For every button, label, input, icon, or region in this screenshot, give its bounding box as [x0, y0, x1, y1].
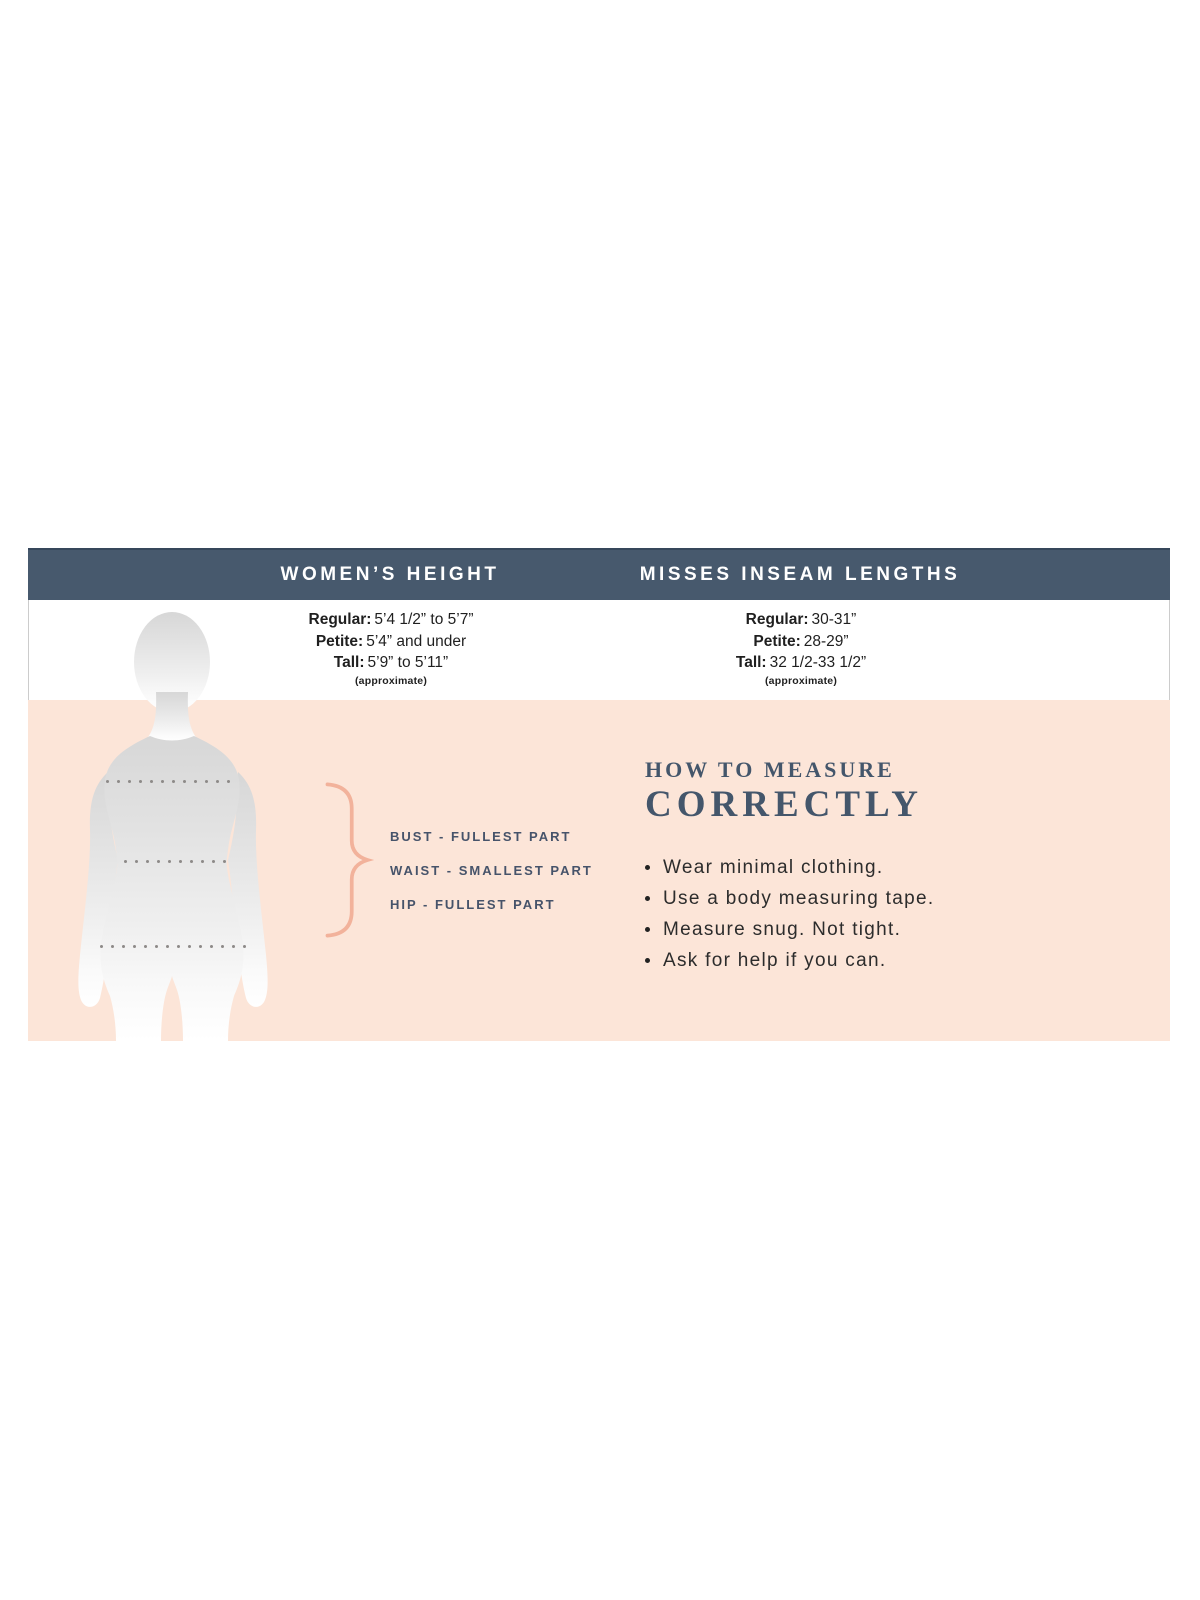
spec-value: 5’4 1/2” to 5’7”: [374, 611, 474, 628]
section-heading-line2: CORRECTLY: [645, 784, 924, 825]
tip-item: Measure snug. Not tight.: [645, 914, 934, 945]
female-body-silhouette-icon: [58, 610, 290, 1041]
spec-value: 28-29”: [803, 632, 849, 650]
spec-value: 5’9” to 5’11”: [367, 654, 449, 671]
spec-row: [591, 631, 1011, 653]
spec-row: [591, 609, 1011, 631]
misses-inseam-specs: [591, 600, 1011, 687]
spec-value: 30-31”: [811, 611, 857, 628]
spec-label: Tall:: [333, 654, 365, 671]
header-cell-womens-height: [190, 550, 590, 600]
measure-point-labels: [390, 820, 593, 922]
hip-dotted-line-icon: [100, 945, 246, 948]
tip-item: Ask for help if you can.: [645, 945, 934, 976]
how-to-measure-block: [645, 756, 934, 976]
waist-label: WAIST - SMALLEST PART: [390, 863, 593, 878]
table-header-bar: [28, 548, 1170, 600]
bust-label: BUST - FULLEST PART: [390, 829, 572, 844]
bust-dotted-line-icon: [106, 780, 230, 783]
spec-value: 32 1/2-33 1/2”: [769, 654, 867, 671]
spec-label: Regular:: [308, 611, 372, 628]
header-cell-misses-inseam: [590, 550, 1010, 600]
section-heading-line1: HOW TO MEASURE: [645, 757, 895, 782]
spec-label: Petite:: [753, 632, 801, 650]
approximate-note: (approximate): [764, 674, 838, 687]
tip-item: Use a body measuring tape.: [645, 883, 934, 914]
waist-dotted-line-icon: [124, 860, 226, 863]
approximate-note: (approximate): [354, 674, 428, 687]
how-to-measure-section: [28, 700, 1170, 1041]
measuring-tips-list: [645, 852, 934, 976]
tip-item: Wear minimal clothing.: [645, 852, 934, 883]
spec-row: [591, 652, 1011, 674]
curly-brace-icon: [320, 774, 376, 946]
size-guide-panel: [28, 548, 1170, 1041]
spec-label: Petite:: [315, 632, 364, 650]
spec-label: Tall:: [735, 654, 767, 671]
column-title: MISSES INSEAM LENGTHS: [639, 564, 961, 585]
hip-label: HIP - FULLEST PART: [390, 897, 556, 912]
spec-value: 5’4” and under: [366, 632, 467, 650]
column-title: WOMEN’S HEIGHT: [280, 564, 500, 585]
spec-label: Regular:: [745, 611, 809, 628]
